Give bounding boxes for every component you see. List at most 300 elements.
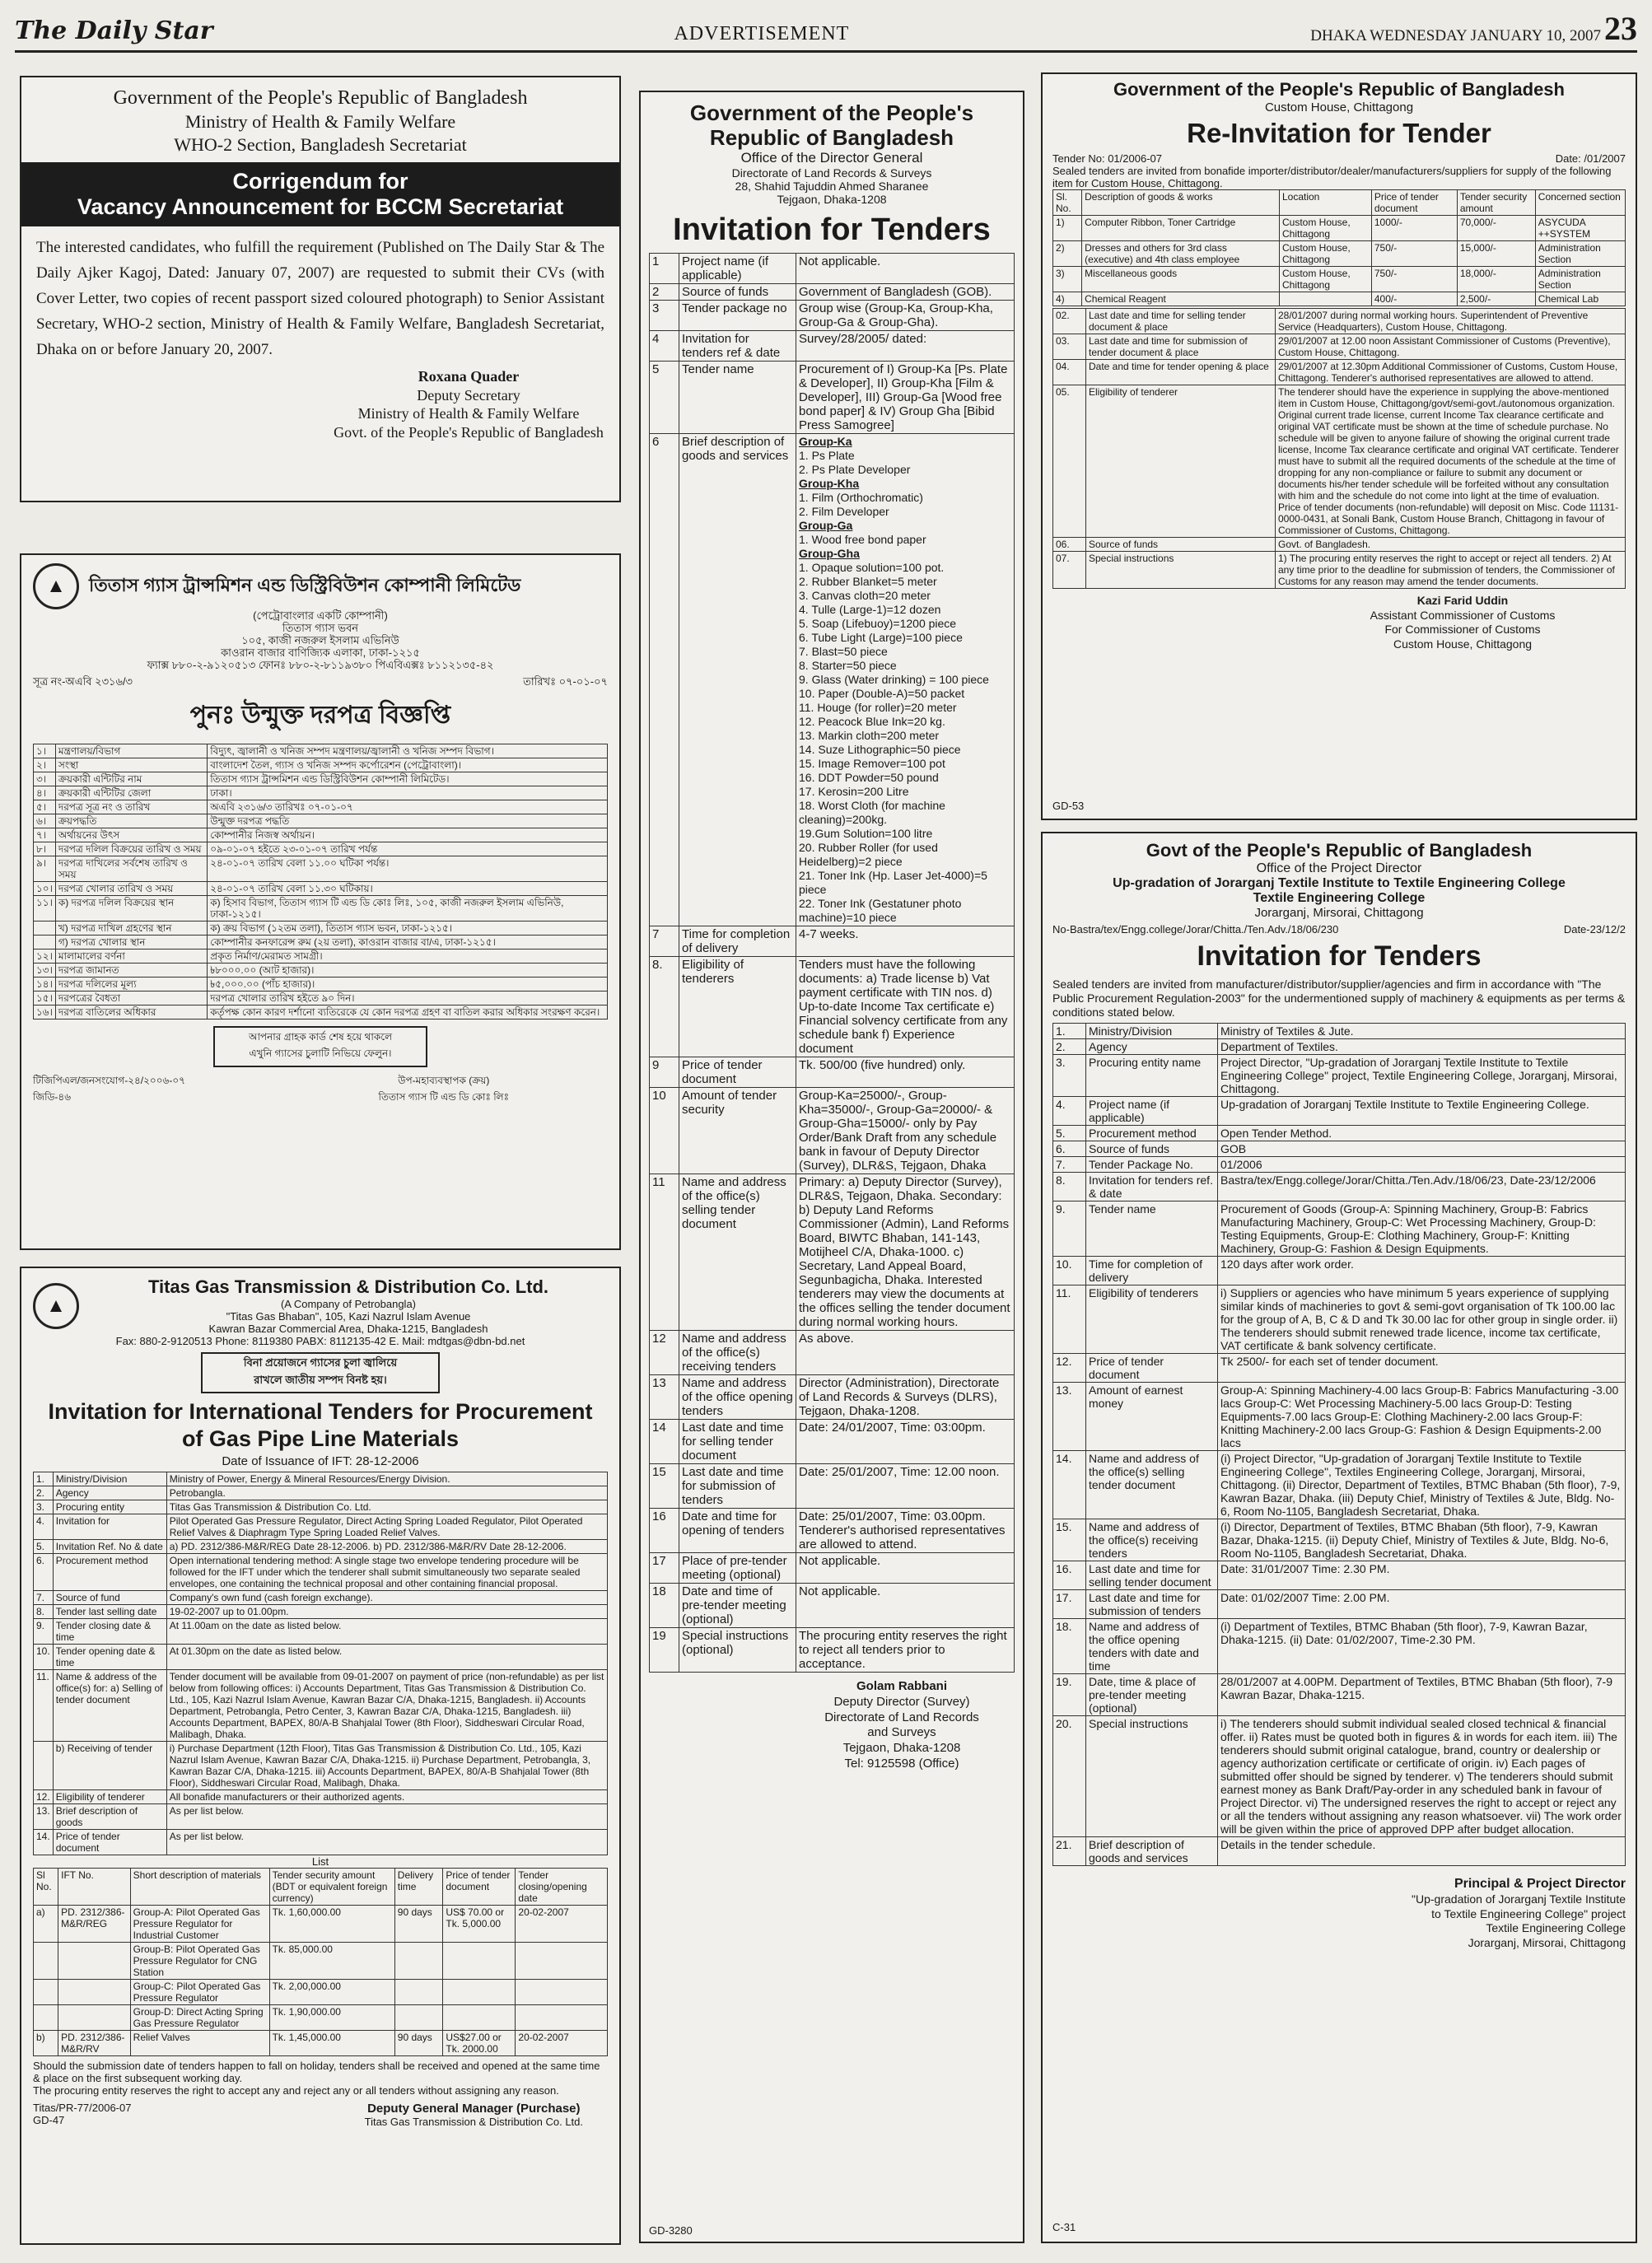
- table-row-cell: দরপত্র খোলার তারিখ হইতে ৯০ দিন।: [208, 992, 608, 1006]
- table-row-cell: a) PD. 2312/386-M&R/REG Date 28-12-2006. b) PD. 2312/386-M&R/RV Date 28-12-2006.: [166, 1540, 607, 1554]
- table-row: [34, 1514, 608, 1540]
- table-row: [34, 1742, 608, 1790]
- table-row-cell: ২৪-০১-০৭ তারিখ বেলা ১১.০০ ঘটিকা পর্যন্ত।: [208, 856, 608, 882]
- table-row-cell: Eligibility of tenderers: [1086, 1285, 1218, 1354]
- table-row-cell: Date and time of pre-tender meeting (optional): [679, 1584, 796, 1628]
- table-row-cell: Date: 01/02/2007 Time: 2.00 PM.: [1218, 1590, 1626, 1619]
- table-row-cell: 6.: [1053, 1141, 1086, 1157]
- ad2-title: পুনঃ উন্মুক্ত দরপত্র বিজ্ঞপ্তি: [189, 702, 451, 729]
- table-row-cell: [443, 2005, 516, 2031]
- table-row-cell: Last date and time for selling tender document: [1086, 1561, 1218, 1590]
- table-row: [34, 1554, 608, 1591]
- list-item: 6. Tube Light (Large)=100 piece: [799, 631, 963, 644]
- table-row: [1053, 538, 1626, 552]
- goods-list: [796, 434, 1015, 926]
- column-header: Tender closing/opening date: [516, 1869, 608, 1906]
- table-row-cell: 14: [650, 1420, 679, 1464]
- ad-titas-bangla: ▲ তিতাস গ্যাস ট্রান্সমিশন এন্ড ডিস্ট্রিবিউশন কোম্পানী লিমিটেড (পেট্রোবাংলার একটি কোম্পানী) তিতাস গ্যাস ভবন ১০৫, কাজী নজরুল ইসলাম এভিনিউ কাওরান বাজার বাণিজ্যিক এলাকা, ঢাকা-১২১৫ ফ্যাক্স ৮৮০-২-৯১২০৫১৩ ফোনঃ ৮৮০-২-৮১১৯৩৮০ পিএবিএক্সঃ ৮১১২১৩৫-৪২ সূত্র নং-অএবি ২৩১৬/৩ তারিখঃ ০৭-০১-০৭ পুনঃ উন্মুক্ত দরপত্র বিজ্ঞপ্তি ১। মন্ত্রণালয়/বিভাগ বিদ্যুৎ, জ্বালানী ও খনিজ সম্পদ মন্ত্রণালয়/জ্বালানী ও খনিজ সম্পদ বিভাগ। ২। সংস্থা বাংলাদেশ তৈল, গ্যাস ও খনিজ সম্পদ কর্পোরেশন (পেট্রোবাংলা)। ৩। ক্রয়কারী এন্টিটির নাম তিতাস গ্যাস ট্রান্সমিশন এন্ড ডিস্ট্রিবিউশন কোম্পানী লিমিটেড। ৪। ক্রয়কারী এন্টিটির জেলা ঢাকা। ৫। দরপত্র সূত্র নং ও তারিখ অএবি ২৩১৬/৩ তারিখঃ ০৭-০১-০৭ ৬। ক্রয়পদ্ধতি উন্মুক্ত দরপত্র পদ্ধতি ৭। অর্থায়নের উৎস কোম্পানীর নিজস্ব অর্থায়ন। ৮। দরপত্র দলিল বিক্রয়ের তারিখ ও সময় ০৯-০১-০৭ হইতে ২৩-০১-০৭ তারিখ পর্যন্ত ৯। দরপত্র দাখিলের সর্বশেষ তারিখ ও সময় ২৪-০১-০৭ তারিখ বেলা ১১.০০ ঘটিকা পর্যন্ত। ১০। দরপত্র খোলার তারিখ ও সময় ২৪-০১-০৭ তারিখ বেলা ১১.৩০ ঘটিকায়। ১১। ক) দরপত্র দলিল বিক্রয়ের স্থান ক) হিসাব বিভাগ, তিতাস গ্যাস টি এন্ড ডি কোঃ লিঃ, ১০৫, কাজী নজরুল ইসলাম এভিনিউ, ঢাকা-১২১৫। খ) দরপত্র দাখিল গ্রহণের স্থান ক) ক্রয় বিভাগ (১২তম তলা), তিতাস গ্যাস ভবন, ঢাকা-১২১৫। গ) দরপত্র খোলার স্থান কোম্পানীর কনফারেন্স রুম (২য় তলা), কাওরান বাজার বা/এ, ঢাকা-১২১৫। ১২। মালামালের বর্ণনা প্রকৃত নির্মাণ/মেরামত সামগ্রী। ১৩। দরপত্র জামানত ৳৮০০০.০০ (আট হাজার)। ১৪। দরপত্র দলিলের মূল্য ৳৫,০০০.০০ (পাঁচ হাজার)। ১৫। দরপত্রের বৈধতা দরপত্র খোলার তারিখ হইতে ৯০ দিন। ১৬। দরপত্র বাতিলের অধিকার কর্তৃপক্ষ কোন কারণ দর্শানো ব্যতিরেকে যে কোন দরপত্র গ্রহণ বা বাতিল করার অধিকার সংরক্ষণ করেন। আপনার গ্রাহক কার্ড শেষ হয়ে থাকলে এখুনি গ্যাসের চুলাটি নিভিয়ে ফেলুন। টিজিপিএল/জনসংযোগ-২৪/২০০৬-০৭ জিডি-৪৬ উপ-মহাব্যবস্থাপক (ক্রয়) তিতাস গ্যাস টি এন্ড ডি কোঃ লিঃ: [20, 553, 621, 1250]
- table-row-cell: 6.: [34, 1554, 54, 1591]
- table-row-cell: Custom House, Chittagong: [1279, 267, 1371, 292]
- table-row-cell: Group-A: Spinning Machinery-4.00 lacs Group-B: Fabrics Manufacturing -3.00 lacs Group-C: Wet Processing Machinery-5.00 lacs Group-D: Testing Equipments-7.00 lacs Group-E: Clothing Machinery-2.00 lacs Group-F: Knitting Machinery-2.00 lacs Group-G: Fashion & Design Equipments-2.00 lacs: [1218, 1383, 1626, 1451]
- titas-flame-icon: ▲: [33, 563, 79, 609]
- table-row-cell: Group-C: Pilot Operated Gas Pressure Regulator: [130, 1980, 269, 2005]
- table-row-cell: The tenderer should have the experience in supplying the above-mentioned item in Custom House, Chittagong/govt/semi-govt./autonomous organization. Original current trade license, current Income Tax clearance certificate and original VAT certificate must be shown at the time of schedule purchase. No schedule will be given to anyone failure of showing the original current trade license, Income Tax clearance certificate and original VAT certificate. Tenderer must have to submit all the required documents of the schedule at the time of dropping for any non-compliance or failure to submit any document or documents his/her tender schedule will be forfeited without any consultation with him and the schedule do not come into light at the time of evaluation. Price of tender documents (non-refundable) will deposit on Misc. Code 11131-0000-0431, at Sonali Bank, Custom House Branch, Chittagong in favour of Commissioner of Customs, Chittagong.: [1276, 385, 1626, 538]
- column-header: Concerned section: [1535, 190, 1625, 216]
- table-row-cell: Last date and time for selling tender document & place: [1086, 309, 1276, 334]
- table-row: [34, 744, 608, 758]
- ad3-notice-box: বিনা প্রয়োজনে গ্যাসের চুলা জ্বালিয়ে রাখলে জাতীয় সম্পদ বিনষ্ট হয়।: [201, 1352, 440, 1393]
- table-row-cell: Date and time for opening of tenders: [679, 1509, 796, 1553]
- table-row-cell: 04.: [1053, 360, 1086, 385]
- column-header: Price of tender document: [443, 1869, 516, 1906]
- table-row-cell: Tk. 2,00,000.00: [269, 1980, 394, 2005]
- table-row-cell: Eligibility of tenderer: [53, 1790, 166, 1804]
- table-row-cell: Tk. 1,45,000.00: [269, 2031, 394, 2056]
- table-row-cell: Group-B: Pilot Operated Gas Pressure Regulator for CNG Station: [130, 1943, 269, 1980]
- table-row: [34, 1605, 608, 1619]
- table-row-cell: Tender closing date & time: [53, 1619, 166, 1645]
- table-row-cell: Last date and time for submission of tenders: [1086, 1590, 1218, 1619]
- table-row-cell: Tender Package No.: [1086, 1157, 1218, 1173]
- table-row-cell: Open Tender Method.: [1218, 1126, 1626, 1141]
- masthead: [15, 7, 1637, 53]
- table-row-cell: কোম্পানীর নিজস্ব অর্থায়ন।: [208, 828, 608, 842]
- table-row: [1053, 334, 1626, 360]
- column-header: Price of tender document: [1371, 190, 1457, 216]
- table-row: [650, 362, 1015, 434]
- table-row-cell: Tk. 500/00 (five hundred) only.: [796, 1057, 1015, 1088]
- table-row-cell: At 01.30pm on the date as listed below.: [166, 1645, 607, 1670]
- table-row-cell: Invitation for tenders ref & date: [679, 331, 796, 362]
- table-row: [34, 786, 608, 800]
- table-row-cell: 750/-: [1371, 241, 1457, 267]
- column-header: Delivery time: [394, 1869, 443, 1906]
- table-row-cell: ০৯-০১-০৭ হইতে ২৩-০১-০৭ তারিখ পর্যন্ত: [208, 842, 608, 856]
- table-row-cell: PD. 2312/386-M&R/REG: [58, 1906, 131, 1943]
- ad2-notice-box: আপনার গ্রাহক কার্ড শেষ হয়ে থাকলে এখুনি গ্যাসের চুলাটি নিভিয়ে ফেলুন।: [213, 1026, 427, 1067]
- table-row-cell: 13: [650, 1375, 679, 1420]
- ad3-note-a: Should the submission date of tenders happen to fall on holiday, tenders shall be received and opened at the same time & place on the first subsequent working day.: [33, 2060, 600, 2084]
- table-row-cell: Group wise (Group-Ka, Group-Kha, Group-Ga & Group-Gha).: [796, 301, 1015, 331]
- table-row-cell: দরপত্রের বৈধতা: [55, 992, 207, 1006]
- table-row-cell: 05.: [1053, 385, 1086, 538]
- column-header: Sl No.: [34, 1869, 58, 1906]
- table-row-cell: Tk. 85,000.00: [269, 1943, 394, 1980]
- table-row: [34, 950, 608, 964]
- table-row-cell: [34, 936, 56, 950]
- table-row: [1053, 1561, 1626, 1590]
- table-row-cell: Name and address of the office opening tenders: [679, 1375, 796, 1420]
- table-row: [1053, 1354, 1626, 1383]
- table-row: [34, 1472, 608, 1486]
- table-row-cell: Group-Ka=25000/-, Group-Kha=35000/-, Group-Ga=20000/- & Group-Gha=15000/- only by Pay Order/Bank Draft from any schedule bank in favour of Deputy Director (Survey), DLR&S, Tejgaon, Dhaka: [796, 1088, 1015, 1174]
- table-row-cell: [394, 1980, 443, 2005]
- list-item: 15. Image Remover=100 pot: [799, 757, 945, 770]
- table-row-cell: 29/01/2007 at 12.00 noon Assistant Commissioner of Customs (Preventive), Custom House, Chittagong.: [1276, 334, 1626, 360]
- table-row-cell: 03.: [1053, 334, 1086, 360]
- list-item: 1. Wood free bond paper: [799, 533, 926, 546]
- table-row-cell: 19: [650, 1628, 679, 1673]
- titas-logo-icon: ▲: [33, 1283, 79, 1329]
- table-row-cell: 19.: [1053, 1674, 1086, 1716]
- table-row-cell: Not applicable.: [796, 1553, 1015, 1584]
- table-row: [650, 331, 1015, 362]
- table-row-cell: ৮।: [34, 842, 56, 856]
- table-row: [650, 957, 1015, 1057]
- table-row-cell: Details in the tender schedule.: [1218, 1837, 1626, 1866]
- table-row-cell: Procuring entity: [53, 1500, 166, 1514]
- table-row-cell: 2,500/-: [1457, 292, 1535, 306]
- table-row-cell: Special instructions: [1086, 1716, 1218, 1837]
- table-row-cell: 17.: [1053, 1590, 1086, 1619]
- table-row-cell: Time for completion of delivery: [1086, 1257, 1218, 1285]
- table-row-cell: মালামালের বর্ণনা: [55, 950, 207, 964]
- table-row: [1053, 1519, 1626, 1561]
- table-row-cell: 12: [650, 1331, 679, 1375]
- table-row-cell: 15,000/-: [1457, 241, 1535, 267]
- table-row: [1053, 1285, 1626, 1354]
- table-row-cell: As per list below.: [166, 1804, 607, 1830]
- table-row-cell: উন্মুক্ত দরপত্র পদ্ধতি: [208, 814, 608, 828]
- group-heading: Group-Ga: [799, 519, 853, 532]
- table-row-cell: 2.: [1053, 1039, 1086, 1055]
- group-heading: Group-Gha: [799, 547, 860, 560]
- table-row-cell: 8.: [1053, 1173, 1086, 1201]
- list-item: 5. Soap (Lifebuoy)=1200 piece: [799, 617, 957, 630]
- table-row-cell: Director (Administration), Directorate of Land Records & Surveys (DLRS), Tejgaon, Dhaka-1208.: [796, 1375, 1015, 1420]
- table-row-cell: দরপত্র বাতিলের অধিকার: [55, 1006, 207, 1020]
- table-row-cell: Invitation for: [53, 1514, 166, 1540]
- table-row-cell: ক) দরপত্র দলিল বিক্রয়ের স্থান: [55, 896, 207, 922]
- table-row-cell: ক) হিসাব বিভাগ, তিতাস গ্যাস টি এন্ড ডি কোঃ লিঃ, ১০৫, কাজী নজরুল ইসলাম এভিনিউ, ঢাকা-১২১৫।: [208, 896, 608, 922]
- ad5-items-table: [1052, 189, 1626, 306]
- table-row-cell: [58, 2005, 131, 2031]
- table-row: [1053, 1201, 1626, 1257]
- table-row-cell: 07.: [1053, 552, 1086, 589]
- table-row-cell: 10: [650, 1088, 679, 1174]
- table-row-cell: ৫।: [34, 800, 56, 814]
- list-item: 8. Starter=50 piece: [799, 659, 897, 672]
- table-row-cell: 3: [650, 301, 679, 331]
- table-row-cell: [394, 2005, 443, 2031]
- list-item: 13. Markin cloth=200 meter: [799, 729, 940, 742]
- section-label: ADVERTISEMENT: [674, 23, 850, 44]
- table-row-cell: b) Receiving of tender: [53, 1742, 166, 1790]
- table-row: [34, 1540, 608, 1554]
- table-row: [34, 814, 608, 828]
- table-row-cell: [516, 2005, 608, 2031]
- table-row-cell: 7: [650, 926, 679, 957]
- ad1-body: The interested candidates, who fulfill the requirement (Published on The Daily Star & The Daily Ajker Kagoj, Dated: January 07, 2007) are requested to submit their CVs (with Cover Letter, two copies of recent passport sized coloured photograph) to Senior Assistant Secretary, WHO-2 section, Ministry of Health & Family Welfare, Bangladesh Secretariat, Dhaka on or before January 20, 2007.: [36, 239, 604, 358]
- column-header: Location: [1279, 190, 1371, 216]
- table-row-cell: Tender opening date & time: [53, 1645, 166, 1670]
- table-row-cell: 10.: [34, 1645, 54, 1670]
- table-row-cell: Miscellaneous goods: [1082, 267, 1280, 292]
- column-header: IFT No.: [58, 1869, 131, 1906]
- table-row: [34, 1006, 608, 1020]
- table-row-cell: 13.: [34, 1804, 54, 1830]
- table-row-cell: Amount of earnest money: [1086, 1383, 1218, 1451]
- table-row: [34, 856, 608, 882]
- table-row-cell: 14.: [1053, 1451, 1086, 1519]
- table-row-cell: 90 days: [394, 2031, 443, 2056]
- table-row-cell: দরপত্র দাখিলের সর্বশেষ তারিখ ও সময়: [55, 856, 207, 882]
- table-row: [650, 254, 1015, 284]
- table-row: [650, 1420, 1015, 1464]
- table-row: [650, 1628, 1015, 1673]
- table-row: [34, 1906, 608, 1943]
- table-row-cell: 18.: [1053, 1619, 1086, 1674]
- table-row-cell: 1.: [34, 1472, 54, 1486]
- table-row-cell: Primary: a) Deputy Director (Survey), DLR&S, Tejgaon, Dhaka. Secondary: b) Deputy Land Reforms Commissioner (Admin), Land Reforms Board, BIWTC Bhaban, 141-143, Motijheel C/A, Dhaka-1000. c) Secretary, Land Appeal Board, Segunbagicha, Dhaka. Interested tenderers may view the documents at the offices selling the tender document during normal working hours.: [796, 1174, 1015, 1331]
- table-row-cell: Tender last selling date: [53, 1605, 166, 1619]
- table-row-cell: Last date and time for submission of tenders: [679, 1464, 796, 1509]
- table-row-cell: ক্রয়পদ্ধতি: [55, 814, 207, 828]
- list-item: 14. Suze Lithographic=50 piece: [799, 743, 961, 756]
- table-row-cell: Source of fund: [53, 1591, 166, 1605]
- table-row: [34, 1790, 608, 1804]
- table-row-cell: [34, 922, 56, 936]
- table-row-cell: ২৪-০১-০৭ তারিখ বেলা ১১.৩০ ঘটিকায়।: [208, 882, 608, 896]
- table-row-cell: 16: [650, 1509, 679, 1553]
- table-row-cell: 9.: [1053, 1201, 1086, 1257]
- table-row-cell: [443, 1980, 516, 2005]
- table-row-cell: i) Suppliers or agencies who have minimum 5 years experience of supplying similar kinds of machineries to govt & semi-govt organisation of Tk 100.00 lac for the group of A, B, C & D and Tk 30.00 lac for other group in single order. ii) The tenderers should submit renewed trade licence, income tax certificate, VAT certificate & bank solvency certificate.: [1218, 1285, 1626, 1354]
- ad-textile-college: Govt of the People's Republic of Bangladesh Office of the Project Director Up-gradation of Jorarganj Textile Institute to Textile Engineering College Textile Engineering College Jorarganj, Mirsorai, Chittagong No-Bastra/tex/Engg.college/Jorar/Chitta./Ten.Adv./18/06/230 Date-23/12/2 Invitation for Tenders Sealed tenders are invited from manufacturer/distributor/supplier/agencies and firm in accordance with "The Public Procurement Regulation-2003" for the undermentioned supply of machinery & equipments as per terms & conditions stated below. 1. Ministry/Division Ministry of Textiles & Jute. 2. Agency Department of Textiles. 3. Procuring entity name Project Director, "Up-gradation of Jorarganj Textile Institute to Textile Engineering College" project, Textile Engineering College, Jorarganj, Mirsorai, Chittagong. 4. Project name (if applicable) Up-gradation of Jorarganj Textile Institute to Textile Engineering College. 5. Procurement method Open Tender Method. 6. Source of funds GOB 7. Tender Package No. 01/2006 8. Invitation for tenders ref. & date Bastra/tex/Engg.college/Jorar/Chitta./Ten.Adv./18/06/23, Date-23/12/2006 9. Tender name Procurement of Goods (Group-A: Spinning Machinery, Group-B: Fabrics Manufacturing Machinery, Group-C: Wet Processing Machinery, Group-D: Testing Equipments, Group-E: Clothing Machinery, Group-F: Knitting Machinery, Group-G: Fashion & Design Equipments. 10. Time for completion of delivery 120 days after work order. 11. Eligibility of tenderers i) Suppliers or agencies who have minimum 5 years experience of supplying similar kinds of machineries to govt & semi-govt organisation of Tk 100.00 lac for the group of A, B, C & D and Tk 30.00 lac for other group in single order. ii) The tenderers should submit renewed trade licence, income tax certificate, VAT certificate & bank solvency certificate. 12. Price of tender document Tk 2500/- for each set of tender document. 13. Amount of earnest money Group-A: Spinning Machinery-4.00 lacs Group-B: Fabrics Manufacturing -3.00 lacs Group-C: Wet Processing Machinery-5.00 lacs Group-D: Testing Equipments-7.00 lacs Group-E: Clothing Machinery-2.00 lacs Group-F: Knitting Machinery-2.00 lacs Group-G: Fashion & Design Equipments-2.00 lacs 14. Name and address of the office(s) selling tender document (i) Project Director, "Up-gradation of Jorarganj Textile Institute to Textile Engineering College", Textiles Engineering College, Jorarganj, Mirsorai, Chittagong. (ii) Director, Department of Textiles, BTMC Bhaban (5th floor), 7-9, Kawran Bazar, Dhaka. (iii) Deputy Chief, Ministry of Textiles & Jute, Bldg. No-6, Room No-1105, Bangladesh Secretariat, Dhaka. 15. Name and address of the office(s) receiving tenders (i) Director, Department of Textiles, BTMC Bhaban (5th floor), 7-9, Kawran Bazar, Dhaka-1215. (ii) Deputy Chief, Ministry of Textiles & Jute, Bldg. No-6, Room No-1105, Bangladesh Secretariat, Dhaka. 16. Last date and time for selling tender document Date: 31/01/2007 Time: 2.30 PM. 17. Last date and time for submission of tenders Date: 01/02/2007 Time: 2.00 PM. 18. Name and address of the office opening tenders with date and time (i) Department of Textiles, BTMC Bhaban (5th floor), 7-9, Kawran Bazar, Dhaka-1215. (ii) Date: 01/02/2007, Time-2.30 PM. 19. Date, time & place of pre-tender meeting (optional) 28/01/2007 at 4.00PM. Department of Textiles, BTMC Bhaban (5th floor), 7-9 Kawran Bazar, Dhaka-1215. 20. Special instructions i) The tenderers should submit individual sealed closed technical & financial offer. ii) Rates must be quoted both in figures & in words for each item. iii) The tenderers should submit original catalogue, brand, country or dealership or agency authorization certificate or certificate of origin. iv) Each pages of submitted offer should be signed by tenderer. v) The tenderers should submit earnest money as Bank Draft/Pay-order in any scheduled bank in favour of Project Director. vi) The undersigned reserves the right to accept or reject any or all the tenders without assigning any reason whatsoever. vii) The work order will be given within the price of approved DPP after budget allocation. 21. Brief description of goods and services Details in the tender schedule. Principal & Project Director "Up-gradation of Jorarganj Textile Institute to Textile Engineering College" project Textile Engineering College Jorarganj, Mirsorai, Chittagong C-31: [1041, 832, 1637, 2243]
- table-row: [650, 1464, 1015, 1509]
- table-row: [1053, 552, 1626, 589]
- table-row-cell: Survey/28/2005/ dated:: [796, 331, 1015, 362]
- table-row-cell: Date: 24/01/2007, Time: 03:00pm.: [796, 1420, 1015, 1464]
- table-row: [1053, 1157, 1626, 1173]
- table-row-cell: Administration Section: [1535, 241, 1625, 267]
- list-item: 4. Tulle (Large-1)=12 dozen: [799, 603, 941, 616]
- table-row-cell: ১৩।: [34, 964, 56, 978]
- list-item: 1. Opaque solution=100 pot.: [799, 561, 945, 574]
- table-row-cell: 20-02-2007: [516, 2031, 608, 2056]
- table-row-cell: Last date and time for submission of tender document & place: [1086, 334, 1276, 360]
- table-row: [34, 2031, 608, 2056]
- table-row-cell: মন্ত্রণালয়/বিভাগ: [55, 744, 207, 758]
- table-row: [1053, 385, 1626, 538]
- table-row-cell: Custom House, Chittagong: [1279, 216, 1371, 241]
- table-row-cell: [516, 1980, 608, 2005]
- list-item: 7. Blast=50 piece: [799, 645, 888, 658]
- table-row: [1053, 1257, 1626, 1285]
- table-row-cell: ক) ক্রয় বিভাগ (১২তম তলা), তিতাস গ্যাস ভবন, ঢাকা-১২১৫।: [208, 922, 608, 936]
- table-row: [1053, 1126, 1626, 1141]
- table-row-cell: দরপত্র সূত্র নং ও তারিখ: [55, 800, 207, 814]
- table-row-cell: Name and address of the office opening tenders with date and time: [1086, 1619, 1218, 1674]
- table-row-cell: [58, 1943, 131, 1980]
- table-row-cell: [34, 1980, 58, 2005]
- table-row-cell: Date and time for tender opening & place: [1086, 360, 1276, 385]
- table-row-cell: 4-7 weeks.: [796, 926, 1015, 957]
- table-row-cell: Project Director, "Up-gradation of Jorarganj Textile Institute to Textile Engineering College" project, Textile Engineering College, Jorarganj, Mirsorai, Chittagong.: [1218, 1055, 1626, 1097]
- table-row-cell: 2.: [34, 1486, 54, 1500]
- table-row-cell: Titas Gas Transmission & Distribution Co. Ltd.: [166, 1500, 607, 1514]
- table-row-cell: Not applicable.: [796, 1584, 1015, 1628]
- table-row-cell: 21.: [1053, 1837, 1086, 1866]
- ad2-date: তারিখঃ ০৭-০১-০৭: [523, 675, 608, 688]
- table-row-cell: 29/01/2007 at 12.30pm Additional Commissioner of Customs, Custom House, Chittagong. Tenderer's authorised representatives are allowed to attend.: [1276, 360, 1626, 385]
- table-row-cell: Date: 25/01/2007, Time: 12.00 noon.: [796, 1464, 1015, 1509]
- table-row-cell: (i) Director, Department of Textiles, BTMC Bhaban (5th floor), 7-9, Kawran Bazar, Dhaka-1215. (ii) Deputy Chief, Ministry of Textiles & Jute, Bldg. No-6, Room No-1105, Bangladesh Secretariat, Dhaka.: [1218, 1519, 1626, 1561]
- table-row: [34, 1830, 608, 1855]
- table-row: [650, 1509, 1015, 1553]
- ad3-date: Date of Issuance of IFT: 28-12-2006: [222, 1454, 419, 1468]
- table-row-cell: Govt. of Bangladesh.: [1276, 538, 1626, 552]
- table-row: [1053, 1383, 1626, 1451]
- table-row-cell: Price of tender document: [53, 1830, 166, 1855]
- table-row-cell: Source of funds: [1086, 1141, 1218, 1157]
- table-row-cell: [58, 1980, 131, 2005]
- table-row-cell: b): [34, 2031, 58, 2056]
- table-row-cell: As per list below.: [166, 1830, 607, 1855]
- table-row-cell: Ministry/Division: [1086, 1024, 1218, 1039]
- table-row-cell: 1.: [1053, 1024, 1086, 1039]
- table-row-cell: 5.: [34, 1540, 54, 1554]
- table-row-cell: 11.: [34, 1670, 54, 1742]
- table-row-cell: 10.: [1053, 1257, 1086, 1285]
- table-row-cell: ১৪।: [34, 978, 56, 992]
- table-row: [1053, 1619, 1626, 1674]
- table-row-cell: Name and address of the office(s) receiving tenders: [1086, 1519, 1218, 1561]
- ad6-code: C-31: [1052, 2221, 1076, 2233]
- table-row-cell: ৬।: [34, 814, 56, 828]
- table-row-cell: খ) দরপত্র দাখিল গ্রহণের স্থান: [55, 922, 207, 936]
- table-row: [34, 1670, 608, 1742]
- table-row: [650, 1553, 1015, 1584]
- column-header: Tender security amount: [1457, 190, 1535, 216]
- list-item: 18. Worst Cloth (for machine cleaning)=200kg.: [799, 799, 945, 826]
- table-row-cell: ১০।: [34, 882, 56, 896]
- table-row-cell: Name and address of the office(s) selling tender document: [679, 1174, 796, 1331]
- table-row: [34, 1943, 608, 1980]
- table-row: [1053, 1451, 1626, 1519]
- table-row-cell: 12.: [1053, 1354, 1086, 1383]
- table-row: [1053, 267, 1626, 292]
- table-row-cell: Tender name: [679, 362, 796, 434]
- table-row-cell: Department of Textiles.: [1218, 1039, 1626, 1055]
- ad3-title: Invitation for International Tenders for Procurement of Gas Pipe Line Materials: [48, 1399, 593, 1451]
- table-row-cell: 7.: [1053, 1157, 1086, 1173]
- table-row-cell: Brief description of goods and services: [1086, 1837, 1218, 1866]
- column-header: Tender security amount (BDT or equivalent foreign currency): [269, 1869, 394, 1906]
- list-item: 16. DDT Powder=50 pound: [799, 771, 939, 784]
- table-row-cell: ১২।: [34, 950, 56, 964]
- ad2-phone: ফ্যাক্স ৮৮০-২-৯১২০৫১৩ ফোনঃ ৮৮০-২-৮১১৯৩৮০ পিএবিএক্সঃ ৮১১২১৩৫-৪২: [147, 659, 494, 671]
- table-row-cell: ৯।: [34, 856, 56, 882]
- table-row-cell: ক্রয়কারী এন্টিটির নাম: [55, 772, 207, 786]
- table-row: [34, 978, 608, 992]
- table-row-cell: ১১।: [34, 896, 56, 922]
- ad4-table: [649, 253, 1015, 1673]
- table-row-cell: ঢাকা।: [208, 786, 608, 800]
- table-row-cell: ১।: [34, 744, 56, 758]
- table-row: [1053, 360, 1626, 385]
- table-row: [34, 1500, 608, 1514]
- table-row-cell: 13.: [1053, 1383, 1086, 1451]
- table-row-cell: [34, 2005, 58, 2031]
- table-row-cell: As above.: [796, 1331, 1015, 1375]
- list-item: 2. Ps Plate Developer: [799, 463, 911, 476]
- table-row: [34, 896, 608, 922]
- ad1-gov: Government of the People's Republic of Bangladesh: [113, 87, 528, 109]
- table-row-cell: Time for completion of delivery: [679, 926, 796, 957]
- table-row-cell: 5: [650, 362, 679, 434]
- table-row-cell: Date: 25/01/2007, Time: 03.00pm. Tenderer's authorised representatives are allowed to attend.: [796, 1509, 1015, 1553]
- table-row-cell: [443, 1943, 516, 1980]
- table-row-cell: [394, 1943, 443, 1980]
- ad-health-corrigendum: [20, 76, 621, 502]
- table-row-cell: Source of funds: [679, 284, 796, 301]
- table-row-cell: [1279, 292, 1371, 306]
- table-row-cell: 7.: [34, 1591, 54, 1605]
- table-row: [650, 284, 1015, 301]
- table-row: [34, 1645, 608, 1670]
- table-row-cell: ক্রয়কারী এন্টিটির জেলা: [55, 786, 207, 800]
- list-item: 12. Peacock Blue Ink=20 kg.: [799, 715, 945, 728]
- table-row-cell: গ) দরপত্র খোলার স্থান: [55, 936, 207, 950]
- table-row-cell: 18,000/-: [1457, 267, 1535, 292]
- table-row-cell: Name and address of the office(s) selling tender document: [1086, 1451, 1218, 1519]
- table-row-cell: ১৫।: [34, 992, 56, 1006]
- table-row-cell: 1: [650, 254, 679, 284]
- table-row-cell: 1000/-: [1371, 216, 1457, 241]
- table-row-cell: দরপত্র জামানত: [55, 964, 207, 978]
- table-row-cell: Pilot Operated Gas Pressure Regulator, Direct Acting Spring Loaded Regulator, Pilot Operated Relief Valves & Diaphragm Type Spring Loaded Relief Valves.: [166, 1514, 607, 1540]
- table-row: [34, 2005, 608, 2031]
- table-row: [34, 1804, 608, 1830]
- table-row-cell: 2: [650, 284, 679, 301]
- table-row-cell: 28/01/2007 during normal working hours. Superintendent of Preventive Service (Headquarters), Custom House, Chittagong.: [1276, 309, 1626, 334]
- table-row: [650, 301, 1015, 331]
- table-row-cell: 11: [650, 1174, 679, 1331]
- table-row: [650, 1174, 1015, 1331]
- table-row: [1053, 1055, 1626, 1097]
- table-row-cell: Brief description of goods: [53, 1804, 166, 1830]
- table-row-cell: 5.: [1053, 1126, 1086, 1141]
- group-heading: Group-Ka: [799, 435, 852, 448]
- table-row-cell: Procurement method: [1086, 1126, 1218, 1141]
- table-row: [650, 1088, 1015, 1174]
- table-row-cell: Petrobangla.: [166, 1486, 607, 1500]
- table-row: [1053, 309, 1626, 334]
- table-row: [1053, 241, 1626, 267]
- table-row-cell: প্রকৃত নির্মাণ/মেরামত সামগ্রী।: [208, 950, 608, 964]
- table-row: [34, 1591, 608, 1605]
- ad3-list-table: [33, 1868, 608, 2056]
- table-row-cell: 20-02-2007: [516, 1906, 608, 1943]
- table-row: [1053, 1097, 1626, 1126]
- table-row-cell: Project name (if applicable): [679, 254, 796, 284]
- table-row-cell: 70,000/-: [1457, 216, 1535, 241]
- list-item: 17. Kerosin=200 Litre: [799, 785, 909, 798]
- list-item: 11. Houge (for roller)=20 meter: [799, 701, 957, 714]
- table-row-cell: Date: 31/01/2007 Time: 2.30 PM.: [1218, 1561, 1626, 1590]
- table-row-cell: 12.: [34, 1790, 54, 1804]
- table-row-cell: 8.: [34, 1605, 54, 1619]
- table-row: [1053, 1716, 1626, 1837]
- table-row-cell: Source of funds: [1086, 538, 1276, 552]
- ad5-title: Re-Invitation for Tender: [1187, 118, 1491, 148]
- table-row-cell: Chemical Lab: [1535, 292, 1625, 306]
- table-row-cell: 14.: [34, 1830, 54, 1855]
- table-row: [34, 1486, 608, 1500]
- ad5-code: GD-53: [1052, 800, 1085, 812]
- table-row-cell: Procurement of Goods (Group-A: Spinning Machinery, Group-B: Fabrics Manufacturing Machinery, Group-C: Wet Processing Machinery, Group-D: Testing Equipments, Group-E: Clothing Machinery, Group-F: Knitting Machinery, Group-G: Fashion & Design Equipments.: [1218, 1201, 1626, 1257]
